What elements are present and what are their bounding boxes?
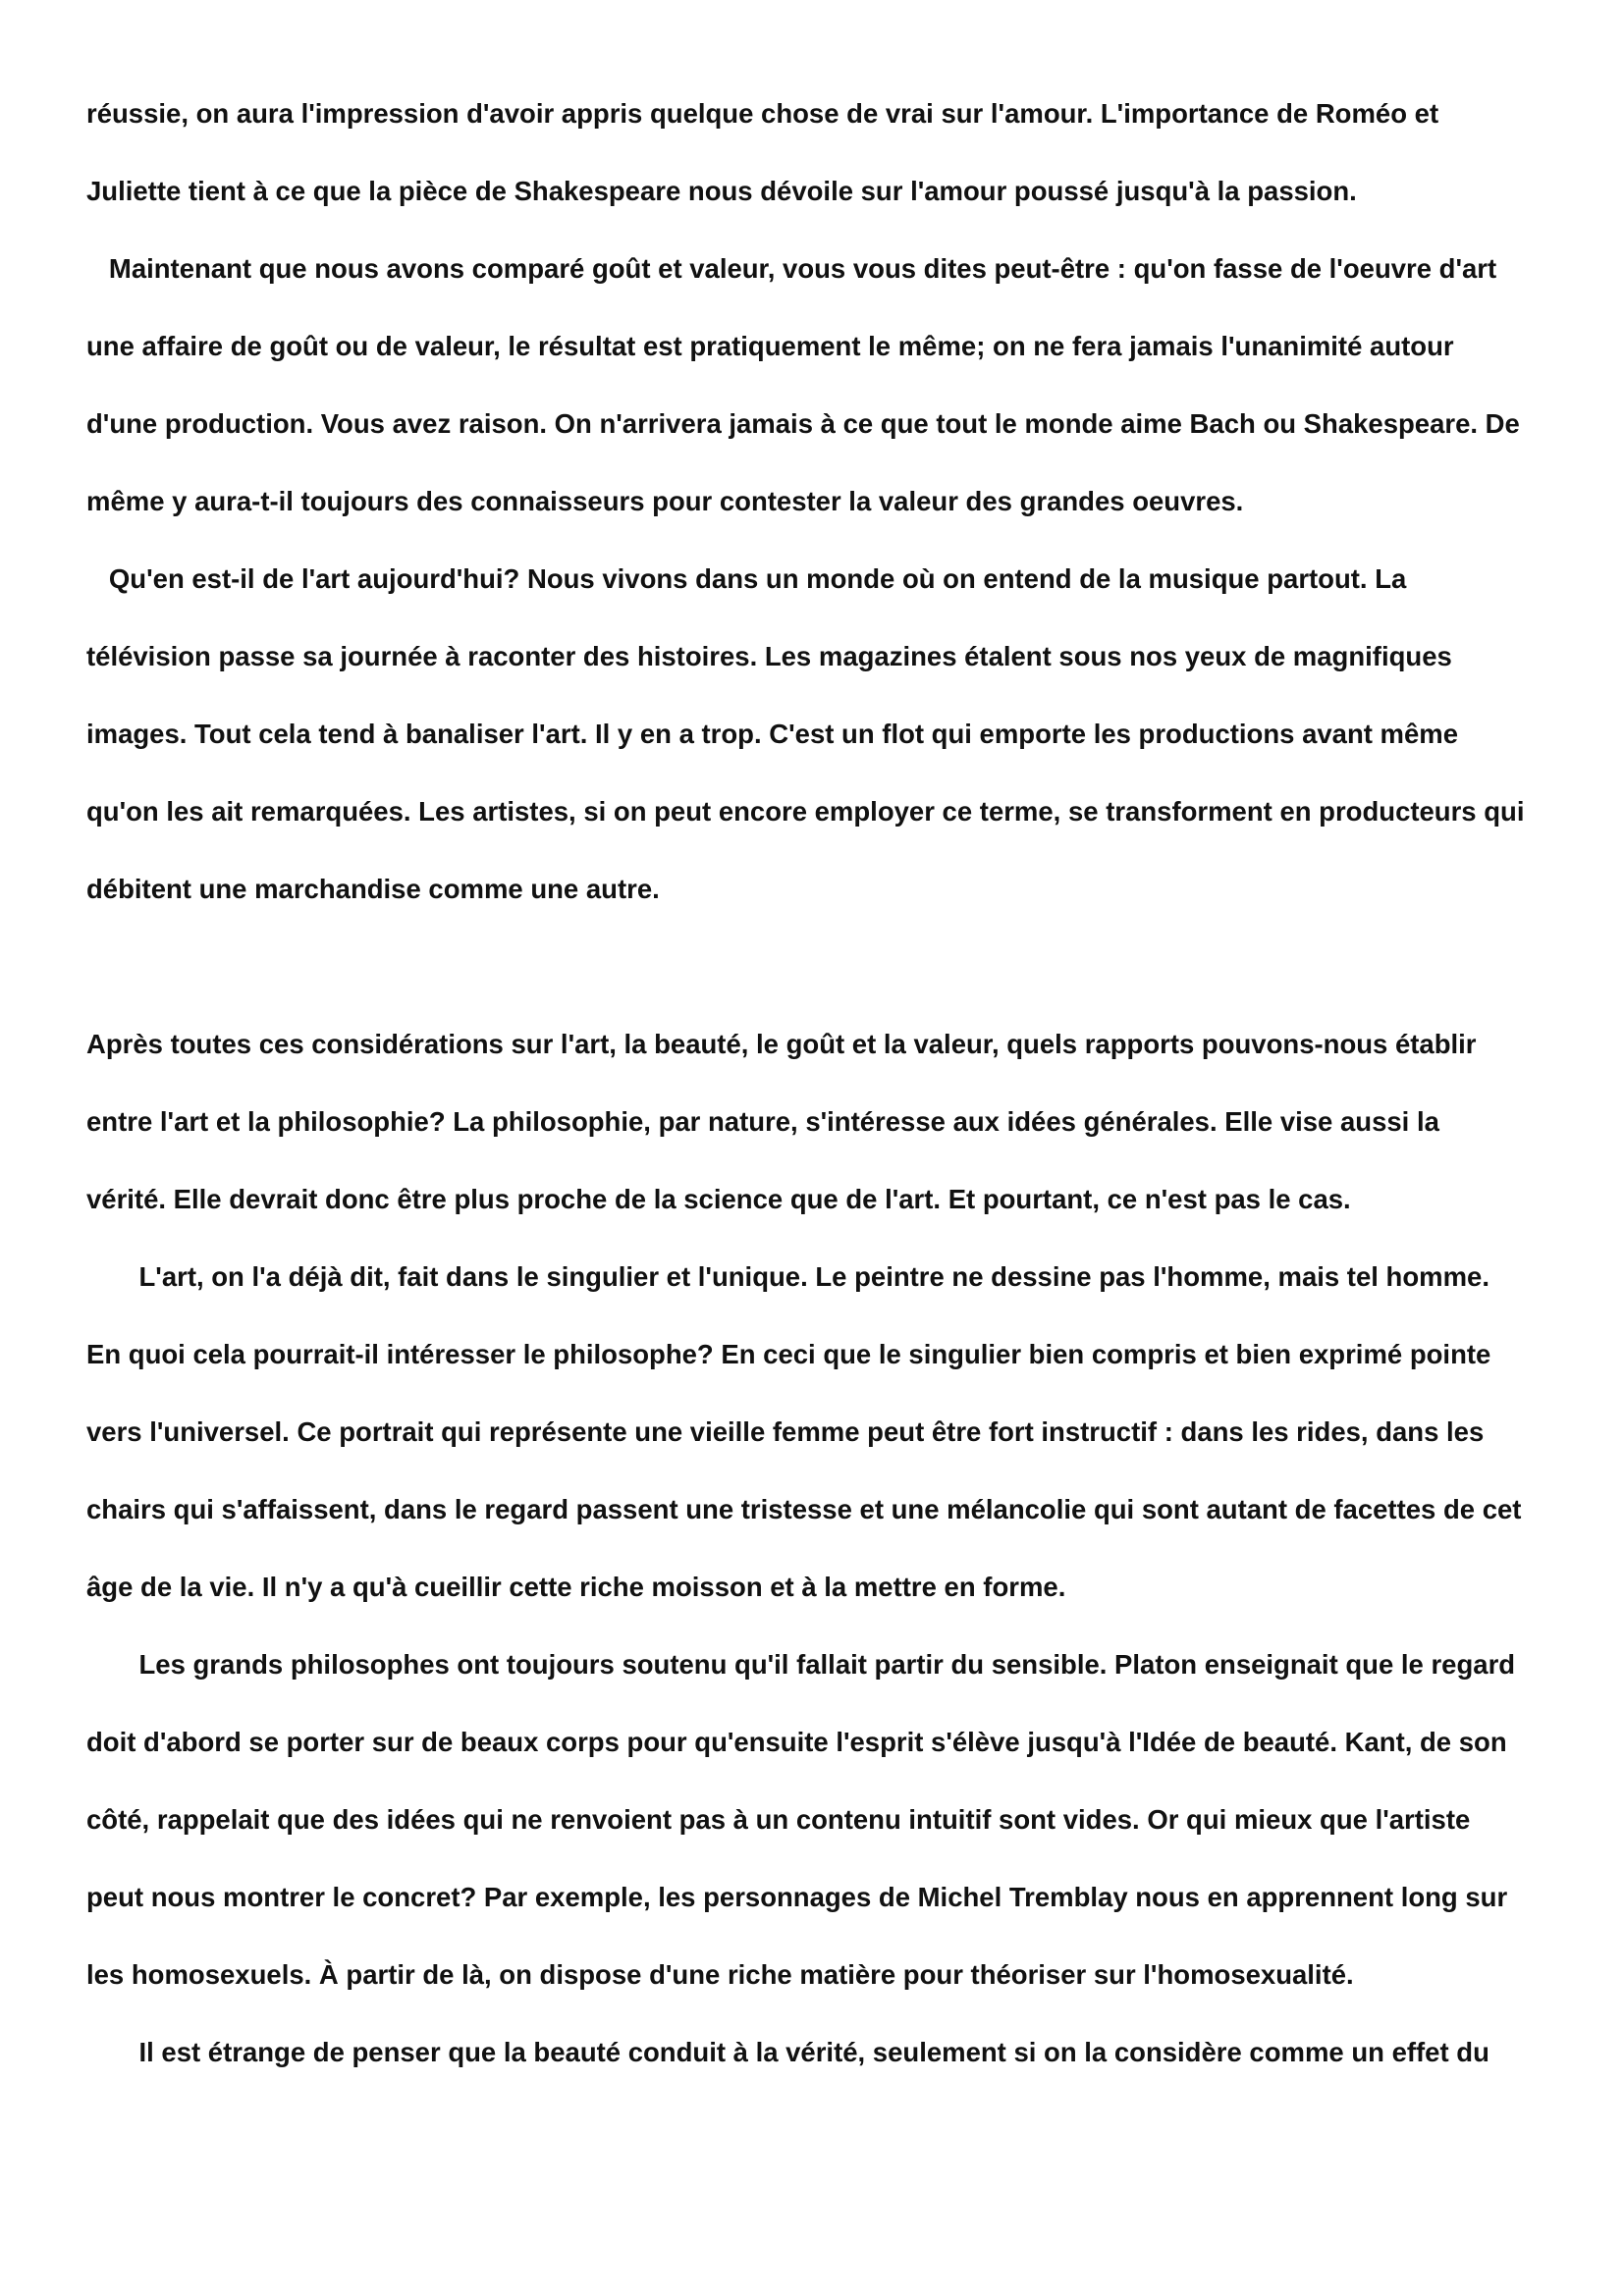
text-line: doit d'abord se porter sur de beaux corps pour qu'ensuite l'esprit s'élève jusqu'à l'Idée de beauté. Kant, de son: [86, 1727, 1507, 1757]
text-line: peut nous montrer le concret? Par exemple, les personnages de Michel Tremblay nous en apprennent long sur: [86, 1882, 1508, 1912]
text-line: vérité. Elle devrait donc être plus proche de la science que de l'art. Et pourtant, ce n'est pas le cas.: [86, 1184, 1351, 1214]
text-line: Les grands philosophes ont toujours soutenu qu'il fallait partir du sensible. Platon enseignait que le regard: [86, 1649, 1516, 1680]
text-line: les homosexuels. À partir de là, on dispose d'une riche matière pour théoriser sur l'homosexualité.: [86, 1959, 1354, 1990]
text-line: d'une production. Vous avez raison. On n'arrivera jamais à ce que tout le monde aime Bach ou Shakespeare. De: [86, 408, 1520, 439]
text-line: réussie, on aura l'impression d'avoir appris quelque chose de vrai sur l'amour. L'importance de Roméo et: [86, 98, 1439, 129]
text-line: En quoi cela pourrait-il intéresser le philosophe? En ceci que le singulier bien compris et bien exprimé pointe: [86, 1339, 1491, 1369]
text-line: vers l'universel. Ce portrait qui représente une vieille femme peut être fort instructif : dans les rides, dans les: [86, 1416, 1485, 1447]
text-line: Maintenant que nous avons comparé goût et valeur, vous vous dites peut-être : qu'on fasse de l'oeuvre d'art: [86, 253, 1497, 284]
text-line: Après toutes ces considérations sur l'art, la beauté, le goût et la valeur, quels rapports pouvons-nous établir: [86, 1029, 1477, 1059]
text-line: débitent une marchandise comme une autre.: [86, 874, 660, 904]
text-line: télévision passe sa journée à raconter des histoires. Les magazines étalent sous nos yeux de magnifiques: [86, 641, 1452, 671]
text-line: Il est étrange de penser que la beauté conduit à la vérité, seulement si on la considère comme un effet du: [86, 2037, 1489, 2067]
text-line: côté, rappelait que des idées qui ne renvoient pas à un contenu intuitif sont vides. Or qui mieux que l'artiste: [86, 1804, 1471, 1835]
text-line: une affaire de goût ou de valeur, le résultat est pratiquement le même; on ne fera jamais l'unanimité autour: [86, 331, 1454, 361]
text-line: L'art, on l'a déjà dit, fait dans le singulier et l'unique. Le peintre ne dessine pas l'homme, mais tel homme.: [86, 1261, 1489, 1292]
text-line: images. Tout cela tend à banaliser l'art. Il y en a trop. C'est un flot qui emporte les productions avant même: [86, 719, 1459, 749]
text-line: chairs qui s'affaissent, dans le regard passent une tristesse et une mélancolie qui sont autant de facettes de cet: [86, 1494, 1522, 1524]
text-line: Juliette tient à ce que la pièce de Shakespeare nous dévoile sur l'amour poussé jusqu'à la passion.: [86, 176, 1357, 206]
text-line: même y aura-t-il toujours des connaisseurs pour contester la valeur des grandes oeuvres.: [86, 486, 1244, 516]
text-line: qu'on les ait remarquées. Les artistes, si on peut encore employer ce terme, se transforment en producteurs qui: [86, 796, 1525, 827]
text-line: entre l'art et la philosophie? La philosophie, par nature, s'intéresse aux idées générales. Elle vise aussi la: [86, 1106, 1439, 1137]
text-line: âge de la vie. Il n'y a qu'à cueillir cette riche moisson et à la mettre en forme.: [86, 1572, 1066, 1602]
text-line: Qu'en est-il de l'art aujourd'hui? Nous vivons dans un monde où on entend de la musique partout. La: [86, 563, 1407, 594]
